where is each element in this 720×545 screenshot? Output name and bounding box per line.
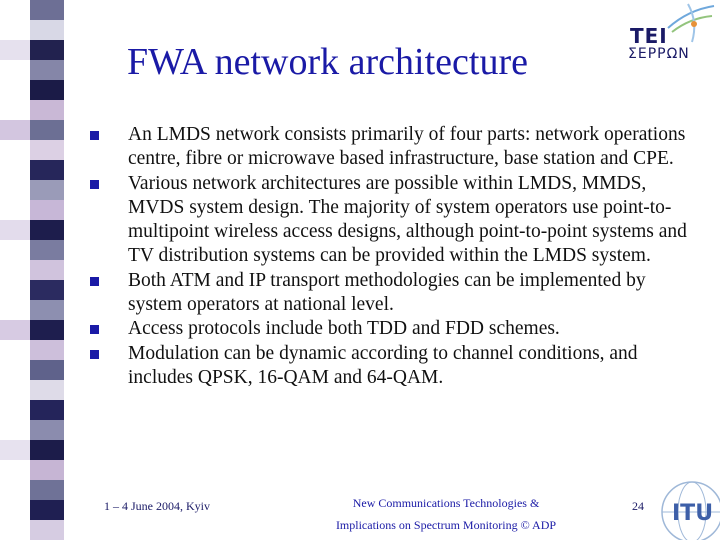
bullet-list bbox=[90, 123, 700, 390]
bullet-item: Various network architectures are possible within LMDS, MMDS, MVDS system design. The majority of system operators use point-to-multipoint wireless access designs, although point-to-point systems and TV distribution systems can be provided within the LMDS system. bbox=[90, 172, 700, 269]
tei-serron-logo bbox=[628, 2, 718, 66]
bullet-item: Both ATM and IP transport methodologies can be implemented by system operators at national level. bbox=[90, 269, 700, 318]
logo-line2: ΣΕΡΡΩΝ bbox=[628, 46, 690, 62]
bullet-square-icon bbox=[90, 350, 99, 359]
logo-line1: TEI bbox=[630, 24, 668, 48]
svg-text:ITU: ITU bbox=[672, 501, 714, 526]
bullet-item: Access protocols include both TDD and FDD schemes. bbox=[90, 317, 700, 341]
footer-conference bbox=[296, 492, 596, 536]
itu-logo bbox=[652, 472, 720, 540]
bullet-item: Modulation can be dynamic according to channel conditions, and includes QPSK, 16-QAM and 64-QAM. bbox=[90, 342, 700, 391]
bullet-item: An LMDS network consists primarily of four parts: network operations centre, fibre or microwave based infrastructure, base station and CPE. bbox=[90, 123, 700, 172]
bullet-square-icon bbox=[90, 325, 99, 334]
page-number: 24 bbox=[632, 499, 644, 513]
bullet-square-icon bbox=[90, 180, 99, 189]
bullet-square-icon bbox=[90, 277, 99, 286]
footer-date: 1 – 4 June 2004, Kyiv bbox=[104, 499, 210, 513]
slide-title: FWA network architecture bbox=[127, 41, 528, 83]
footer-line1: New Communications Technologies & bbox=[352, 496, 540, 510]
bullet-square-icon bbox=[90, 131, 99, 140]
footer-line2: Implications on Spectrum Monitoring © ADP bbox=[335, 518, 557, 532]
decorative-side-stripe bbox=[0, 0, 64, 540]
